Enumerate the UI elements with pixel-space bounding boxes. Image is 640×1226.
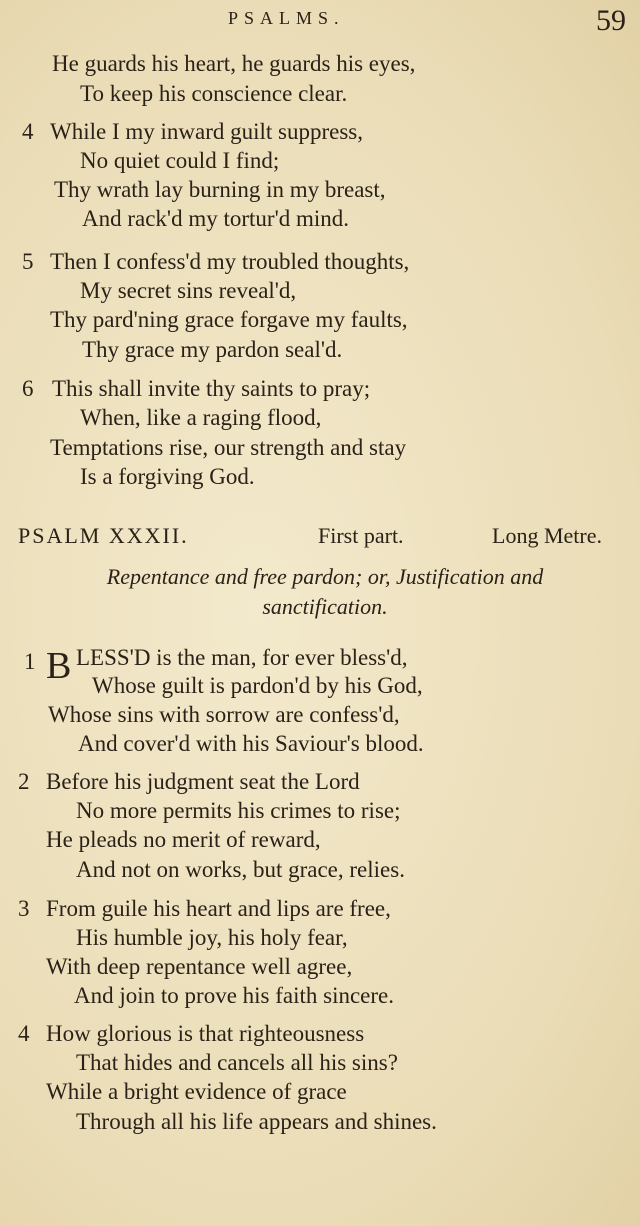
verse-line: Before his judgment seat the Lord	[46, 769, 360, 794]
verse-line: LESS'D is the man, for ever bless'd,	[76, 645, 408, 670]
verse-line: He guards his heart, he guards his eyes,	[52, 51, 416, 76]
verse-line: Whose sins with sorrow are confess'd,	[48, 702, 400, 727]
verse-line: My secret sins reveal'd,	[80, 278, 297, 303]
verse-line: Thy grace my pardon seal'd.	[82, 337, 343, 362]
stanza-number: 6	[22, 376, 34, 401]
verse-line: He pleads no merit of reward,	[46, 827, 321, 852]
verse-line: Temptations rise, our strength and stay	[50, 435, 407, 460]
verse-line: From guile his heart and lips are free,	[46, 896, 391, 921]
verse-line: And rack'd my tortur'd mind.	[82, 206, 349, 231]
verse-line: And join to prove his faith sincere.	[74, 983, 395, 1008]
verse-line: His humble joy, his holy fear,	[76, 925, 348, 950]
verse-line: When, like a raging flood,	[80, 405, 322, 430]
verse-line: No more permits his crimes to rise;	[76, 798, 401, 823]
psalm-name: PSALM XXXII.	[18, 523, 189, 548]
verse-line: And cover'd with his Saviour's blood.	[78, 731, 424, 756]
subtitle-line: Repentance and free pardon; or, Justification and	[106, 564, 544, 589]
stanza-number: 2	[18, 769, 30, 794]
stanza-number: 4	[18, 1021, 30, 1046]
verse-line: This shall invite thy saints to pray;	[52, 376, 371, 401]
stanza-number: 1	[24, 649, 36, 674]
verse-line: To keep his conscience clear.	[80, 81, 348, 106]
verse-line: That hides and cancels all his sins?	[76, 1050, 398, 1075]
page-header	[0, 2, 640, 42]
verse-line: While I my inward guilt suppress,	[50, 119, 364, 144]
psalm-metre: Long Metre.	[492, 523, 602, 548]
psalm-subtitle	[20, 562, 630, 622]
verse-line: Through all his life appears and shines.	[76, 1109, 437, 1134]
verse-line: Thy pard'ning grace forgave my faults,	[50, 307, 408, 332]
page-number: 59	[596, 4, 626, 37]
verse-line: No quiet could I find;	[80, 148, 280, 173]
verse-line: And not on works, but grace, relies.	[76, 857, 405, 882]
running-head: PSALMS.	[228, 8, 345, 28]
stanza-number: 3	[18, 896, 30, 921]
subtitle-line: sanctification.	[262, 594, 388, 619]
verse-line: Whose guilt is pardon'd by his God,	[92, 673, 423, 698]
verse-line: While a bright evidence of grace	[46, 1079, 347, 1104]
verse-line: With deep repentance well agree,	[46, 954, 353, 979]
verse-line: Is a forgiving God.	[80, 464, 255, 489]
verse-line: Then I confess'd my troubled thoughts,	[50, 249, 410, 274]
stanza-number: 4	[22, 119, 34, 144]
verse-line: Thy wrath lay burning in my breast,	[54, 177, 386, 202]
stanza-number: 5	[22, 249, 34, 274]
psalm-heading	[18, 522, 628, 550]
verse-line: How glorious is that righteousness	[46, 1021, 365, 1046]
psalm-part: First part.	[318, 523, 404, 548]
drop-cap: B	[46, 645, 72, 687]
